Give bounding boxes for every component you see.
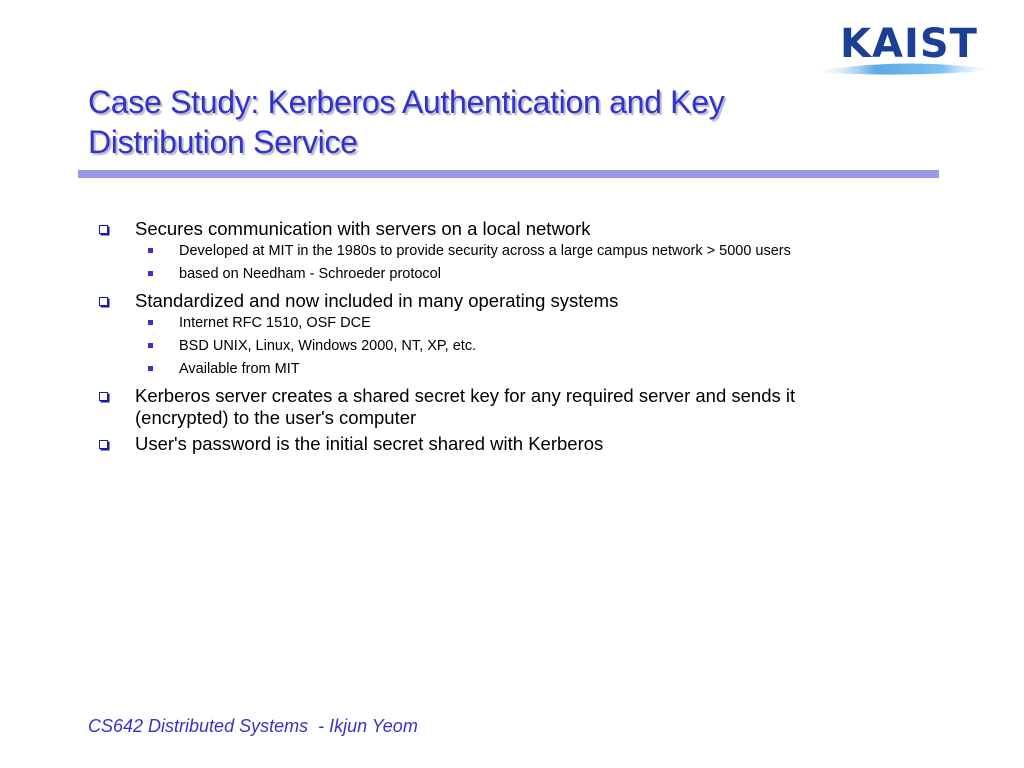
square-bullet-icon [148,248,153,253]
sub-bullet-item [96,263,936,286]
square-bullet-icon [148,271,153,276]
bullet-text: Standardized and now included in many operating systems [135,290,619,311]
bullet-item [96,218,936,240]
bullet-text-line-1: Kerberos server creates a shared secret key for any required server and sends it [135,385,796,406]
hollow-square-bullet-icon [99,440,108,449]
square-bullet-icon [148,320,153,325]
bullet-list [96,216,936,455]
sub-bullet-text: BSD UNIX, Linux, Windows 2000, NT, XP, etc. [179,338,477,354]
sub-bullet-text: Available from MIT [179,361,300,377]
bullet-item [96,290,936,312]
logo-text: KAIST [840,21,978,67]
sub-bullet-text: Internet RFC 1510, OSF DCE [179,315,371,331]
bullet-text: Secures communication with servers on a local network [135,218,591,239]
title-divider [78,170,939,178]
slide-footer: CS642 Distributed Systems - Ikjun Yeom [88,716,418,736]
sub-bullet-item [96,240,936,263]
title-line-2: Distribution Service [88,124,358,160]
sub-bullet-item [96,335,936,358]
sub-bullet-item [96,358,936,381]
bullet-item [96,385,936,429]
hollow-square-bullet-icon [99,392,108,401]
square-bullet-icon [148,343,153,348]
kaist-logo [808,18,1000,80]
hollow-square-bullet-icon [99,297,108,306]
bullet-item [96,433,936,455]
hollow-square-bullet-icon [99,225,108,234]
title-line-1: Case Study: Kerberos Authentication and Key [88,84,725,120]
square-bullet-icon [148,366,153,371]
sub-bullet-text: Developed at MIT in the 1980s to provide security across a large campus network > 5000 users [179,243,791,259]
sub-bullet-text: based on Needham - Schroeder protocol [179,266,441,282]
sub-bullet-item [96,312,936,335]
bullet-text-line-2: (encrypted) to the user's computer [135,407,417,428]
slide-title [88,82,848,162]
bullet-text: User's password is the initial secret shared with Kerberos [135,433,604,454]
